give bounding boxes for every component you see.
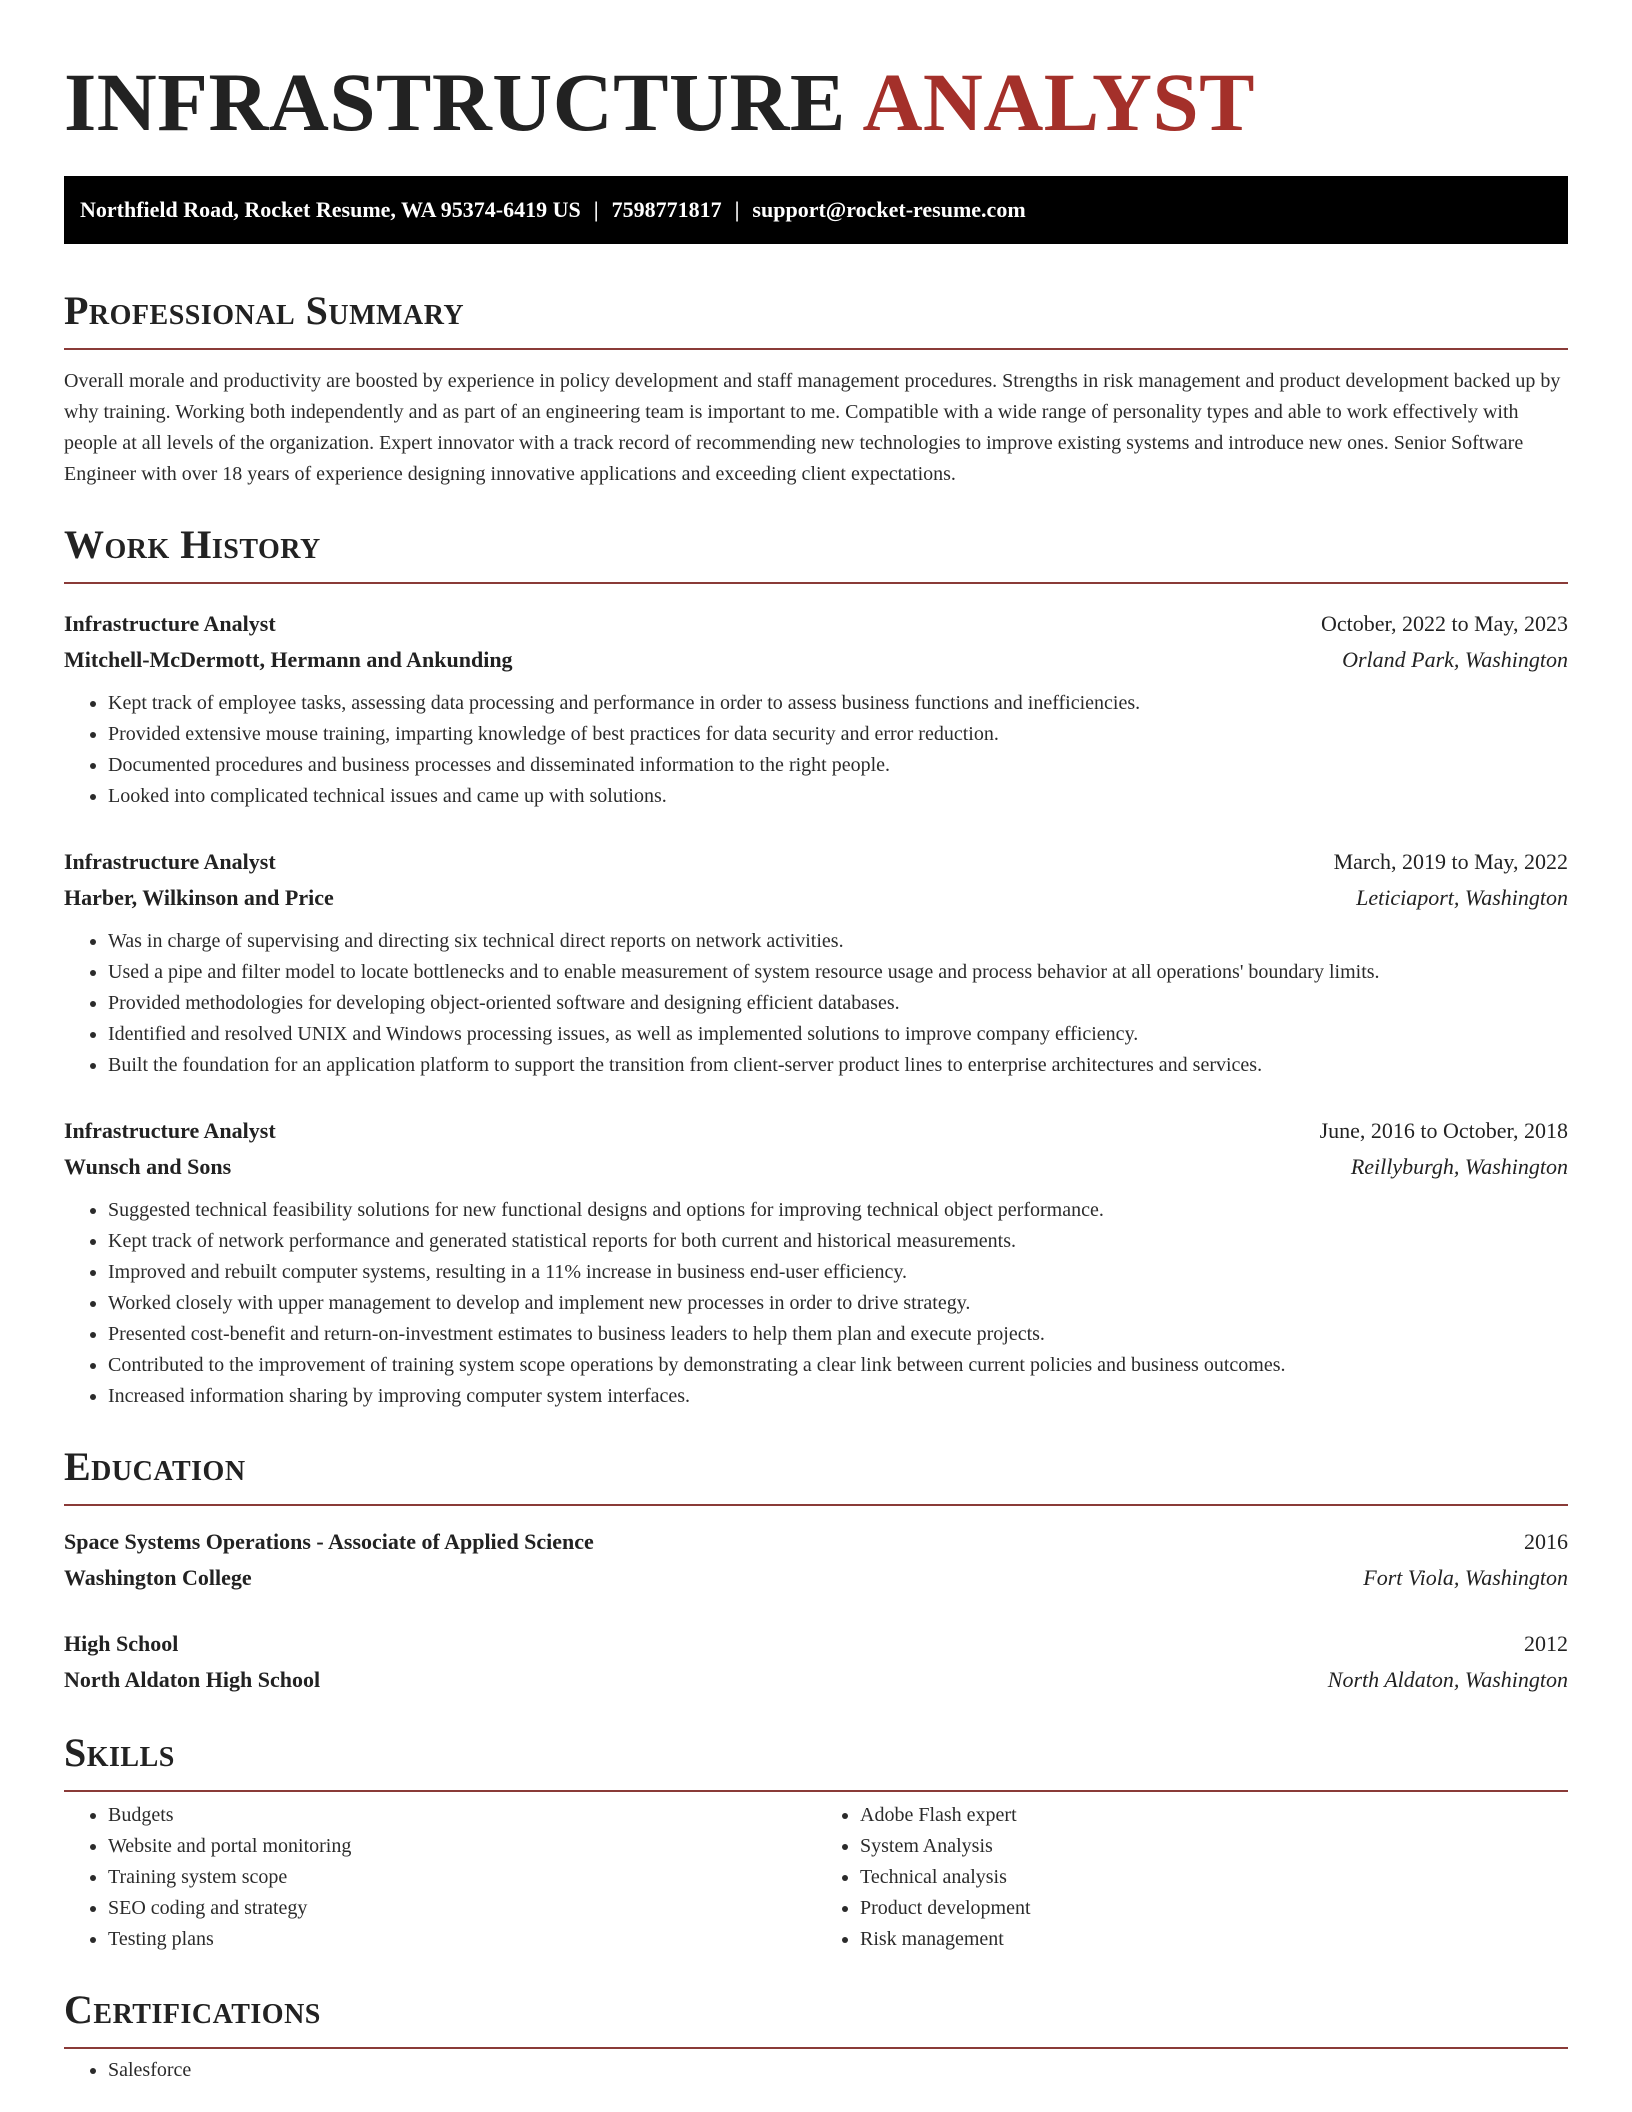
certification-item: • Salesforce [108,2055,1568,2086]
job-bullet: • Built the foundation for an application platform to support the transition from client-server product lines to enterprise architectures and services. [108,1050,1568,1081]
job-entry [64,1113,1568,1412]
skills-list-left [64,1800,816,1955]
job-bullets [64,688,1568,812]
skill-item: • Adobe Flash expert [860,1800,1568,1831]
job-bullet: • Contributed to the improvement of training system scope operations by demonstrating a clear link between current policies and business outcomes. [108,1350,1568,1381]
summary-text: Overall morale and productivity are boosted by experience in policy development and staff management procedures. Strengths in risk management and product development backed up by why training. Working both independently and as part of an engineering team is important to me. Compatible with a wide range of personality types and able to work effectively with people at all levels of the organization. Expert innovator with a track record of recommending new technologies to improve existing systems and introduce new ones. Senior Software Engineer with over 18 years of experience designing innovative applications and exceeding client expectations. [64,370,1561,485]
section-divider [64,348,1568,350]
skill-item: • Training system scope [108,1862,816,1893]
job-company: Harber, Wilkinson and Price [64,885,334,910]
section-title-education: Education [64,1444,246,1489]
contact-phone: 7598771817 [611,197,722,222]
work-history-list [64,606,1568,1412]
section-divider [64,582,1568,584]
skill-item: • System Analysis [860,1831,1568,1862]
skill-item: • Budgets [108,1800,816,1831]
job-bullet: • Identified and resolved UNIX and Windows processing issues, as well as implemented solutions to improve company efficiency. [108,1019,1568,1050]
section-title-summary: Professional Summary [64,288,465,333]
certifications-list [64,2055,1568,2086]
job-bullet: • Worked closely with upper management to develop and implement new processes in order to drive strategy. [108,1288,1568,1319]
job-title: Infrastructure Analyst [64,849,276,874]
section-title-work-history: Work History [64,522,321,567]
job-bullet: • Provided extensive mouse training, imparting knowledge of best practices for data security and error reduction. [108,719,1568,750]
job-header-row [64,844,1568,880]
education-list [64,1524,1568,1698]
job-bullet: • Kept track of employee tasks, assessing data processing and performance in order to assess business functions and inefficiencies. [108,688,1568,719]
job-entry [64,844,1568,1081]
skill-item: • Product development [860,1893,1568,1924]
section-title-certifications: Certifications [64,1987,321,2032]
job-company-row [64,642,1568,678]
job-location: Orland Park, Washington [1342,647,1568,672]
education-school: Washington College [64,1565,252,1590]
education-location: Fort Viola, Washington [1363,1565,1568,1590]
job-company: Wunsch and Sons [64,1154,232,1179]
resume-name [64,52,1568,152]
name-last: ANALYST [862,56,1255,148]
name-first: INFRASTRUCTURE [64,56,846,148]
job-bullet: • Documented procedures and business processes and disseminated information to the right people. [108,750,1568,781]
job-bullet: • Increased information sharing by improving computer system interfaces. [108,1381,1568,1412]
job-location: Reillyburgh, Washington [1350,1154,1568,1179]
job-company-row [64,880,1568,916]
section-divider [64,1504,1568,1506]
education-entry [64,1626,1568,1698]
job-location: Leticiaport, Washington [1356,885,1568,910]
skills-list-right [816,1800,1568,1955]
education-degree: Space Systems Operations - Associate of Applied Science [64,1529,594,1554]
job-title: Infrastructure Analyst [64,1118,276,1143]
education-header-row [64,1524,1568,1560]
job-bullet: • Looked into complicated technical issues and came up with solutions. [108,781,1568,812]
education-location: North Aldaton, Washington [1327,1667,1568,1692]
job-bullet: • Presented cost-benefit and return-on-investment estimates to business leaders to help them plan and execute projects. [108,1319,1568,1350]
job-company: Mitchell-McDermott, Hermann and Ankunding [64,647,513,672]
job-bullet: • Kept track of network performance and generated statistical reports for both current and historical measurements. [108,1226,1568,1257]
job-dates: March, 2019 to May, 2022 [1333,849,1568,874]
job-bullet: • Used a pipe and filter model to locate bottlenecks and to enable measurement of system resource usage and process behavior at all operations' boundary limits. [108,957,1568,988]
skill-item: • Testing plans [108,1924,816,1955]
section-divider [64,2047,1568,2049]
education-school-row [64,1662,1568,1698]
contact-separator: | [734,197,740,222]
contact-separator: | [593,197,599,222]
job-bullet: • Improved and rebuilt computer systems, resulting in a 11% increase in business end-user efficiency. [108,1257,1568,1288]
job-header-row [64,1113,1568,1149]
job-bullet: • Provided methodologies for developing object-oriented software and designing efficient databases. [108,988,1568,1019]
education-school-row [64,1560,1568,1596]
education-entry [64,1524,1568,1596]
skill-item: • Technical analysis [860,1862,1568,1893]
contact-address: Northfield Road, Rocket Resume, WA 95374-6419 US [80,197,581,222]
section-divider [64,1790,1568,1792]
skills-columns [64,1800,1568,1955]
job-dates: October, 2022 to May, 2023 [1321,611,1568,636]
job-dates: June, 2016 to October, 2018 [1319,1118,1568,1143]
section-title-skills: Skills [64,1730,175,1775]
job-bullets [64,926,1568,1081]
contact-bar [64,176,1568,244]
education-header-row [64,1626,1568,1662]
education-year: 2016 [1524,1529,1568,1554]
education-degree: High School [64,1631,179,1656]
job-company-row [64,1149,1568,1185]
education-year: 2012 [1524,1631,1568,1656]
contact-email: support@rocket-resume.com [752,197,1026,222]
skill-item: • Risk management [860,1924,1568,1955]
job-bullet: • Suggested technical feasibility solutions for new functional designs and options for improving technical object performance. [108,1195,1568,1226]
education-school: North Aldaton High School [64,1667,321,1692]
skill-item: • Website and portal monitoring [108,1831,816,1862]
job-bullets [64,1195,1568,1412]
job-bullet: • Was in charge of supervising and directing six technical direct reports on network activities. [108,926,1568,957]
job-entry [64,606,1568,812]
job-title: Infrastructure Analyst [64,611,276,636]
job-header-row [64,606,1568,642]
skill-item: • SEO coding and strategy [108,1893,816,1924]
